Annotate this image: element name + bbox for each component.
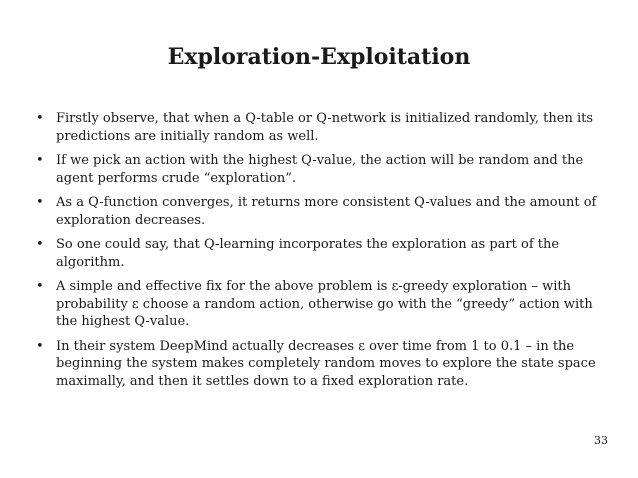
bullet-text: In their system DeepMind actually decreases ε over time from 1 to 0.1 – in the beginning the system makes completely random moves to explore the state space maximally, and then it settles down to a fixed exploration rate. [56, 338, 596, 389]
page-number: 33 [594, 434, 608, 447]
bullet-text: Firstly observe, that when a Q-table or Q-network is initialized randomly, then its predictions are initially random as well. [56, 111, 594, 144]
bullet-marker: • [36, 153, 44, 168]
bullet-marker: • [36, 111, 44, 126]
bullet-text: As a Q-function converges, it returns more consistent Q-values and the amount of exploration decreases. [56, 195, 597, 228]
bullet-item [36, 152, 606, 187]
bullet-marker: • [36, 237, 44, 252]
bullet-text: If we pick an action with the highest Q-value, the action will be random and the agent performs crude “exploration”. [56, 153, 584, 186]
bullet-marker: • [36, 195, 44, 210]
bullet-marker: • [36, 279, 44, 294]
bullet-marker: • [36, 338, 44, 354]
bullet-text: A simple and effective fix for the above problem is ε-greedy exploration – with probability ε choose a random action, otherwise go with the “greedy” action with the highest Q-value. [56, 279, 593, 329]
bullet-text: So one could say, that Q-learning incorporates the exploration as part of the algorithm. [56, 237, 560, 270]
bullet-item [36, 236, 606, 271]
bullet-list [36, 110, 606, 397]
bullet-item [36, 278, 606, 331]
slide-title: Exploration-Exploitation [167, 44, 471, 70]
bullet-item [36, 194, 606, 229]
bullet-item [36, 338, 606, 391]
bullet-item [36, 110, 606, 145]
